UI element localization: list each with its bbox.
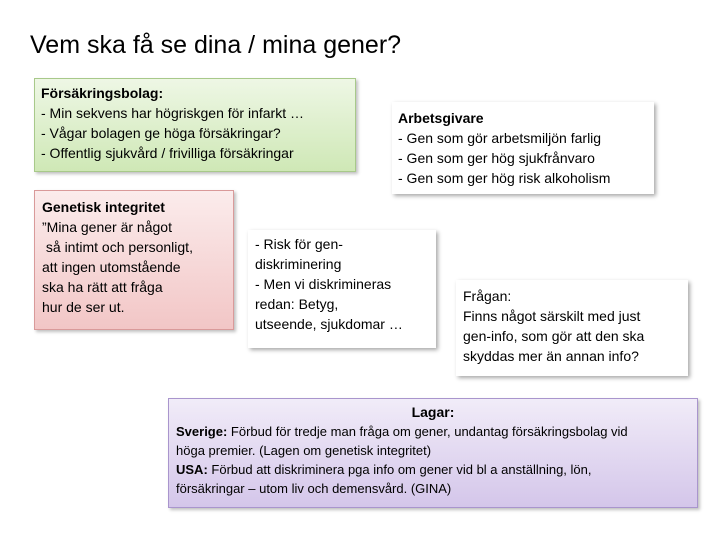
discrimination-line: - Risk för gen- — [255, 236, 343, 252]
laws-usa-text: Förbud att diskriminera pga info om gener vid bl a anställning, lön, — [207, 462, 592, 477]
laws-sweden-text: Förbud för tredje man fråga om gener, undantag försäkringsbolag vid — [227, 424, 628, 439]
laws-usa-label: USA: — [176, 462, 208, 477]
employer-box — [392, 102, 654, 194]
laws-usa-text-cont: försäkringar – utom liv och demensvård. (GINA) — [176, 481, 452, 496]
discrimination-line: redan: Betyg, — [255, 296, 339, 312]
question-line: gen-info, som gör att den ska — [463, 328, 645, 344]
integrity-box — [34, 190, 234, 330]
integrity-line: hur de ser ut. — [42, 299, 125, 315]
integrity-line: ska ha rätt att fråga — [42, 279, 163, 295]
laws-sweden-text-cont: höga premier. (Lagen om genetisk integritet) — [176, 443, 432, 458]
discrimination-line: diskriminering — [255, 256, 342, 272]
integrity-line: så intimt och personligt, — [42, 239, 193, 255]
laws-usa-line — [176, 460, 690, 479]
laws-sweden-line — [176, 422, 690, 441]
laws-heading: Lagar: — [411, 404, 455, 420]
integrity-line: att ingen utomstående — [42, 259, 181, 275]
question-line: Finns något särskilt med just — [463, 308, 641, 324]
employer-heading: Arbetsgivare — [398, 110, 484, 126]
question-heading: Frågan: — [463, 288, 512, 304]
insurance-line: - Min sekvens har högriskgen för infarkt … — [41, 105, 304, 121]
insurance-box — [34, 78, 356, 172]
employer-line: - Gen som ger hög sjukfrånvaro — [398, 150, 595, 166]
laws-sweden-label: Sverige: — [176, 424, 228, 439]
question-box — [456, 280, 688, 376]
insurance-line: - Offentlig sjukvård / frivilliga försäkringar — [41, 145, 294, 161]
employer-line: - Gen som ger hög risk alkoholism — [398, 170, 611, 186]
discrimination-box — [248, 230, 436, 348]
slide-title: Vem ska få se dina / mina gener? — [30, 31, 402, 59]
laws-box — [168, 398, 698, 508]
question-line: skyddas mer än annan info? — [463, 348, 639, 364]
insurance-heading: Försäkringsbolag: — [41, 85, 164, 101]
discrimination-line: - Men vi diskrimineras — [255, 276, 392, 292]
employer-line: - Gen som gör arbetsmiljön farlig — [398, 130, 602, 146]
integrity-line: ”Mina gener är något — [42, 219, 172, 235]
integrity-heading: Genetisk integritet — [42, 199, 165, 215]
insurance-line: - Vågar bolagen ge höga försäkringar? — [41, 125, 281, 141]
discrimination-line: utseende, sjukdomar … — [255, 316, 403, 332]
